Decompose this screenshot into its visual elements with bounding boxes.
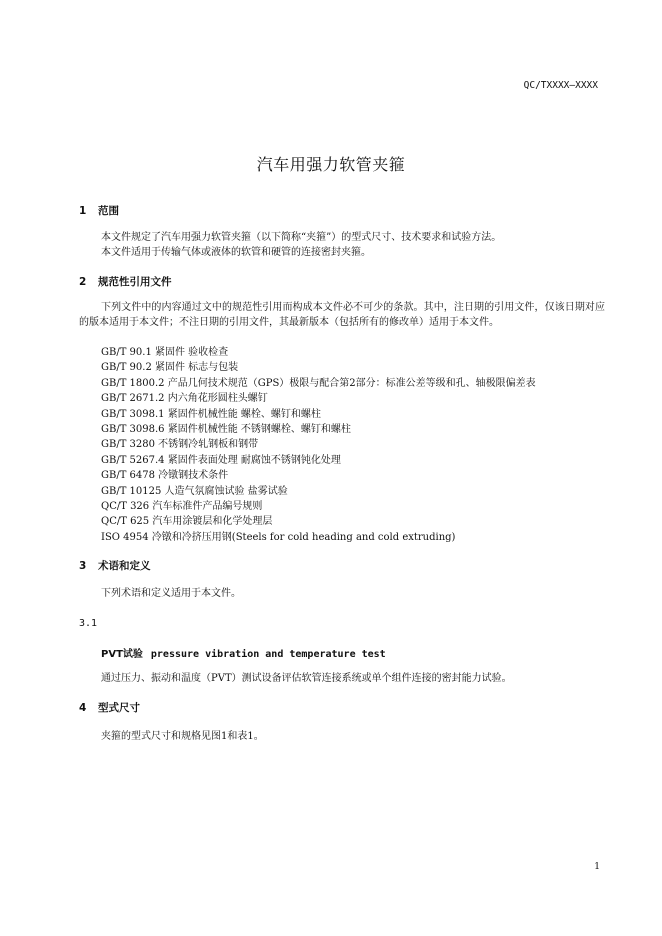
reference-item: GB/T 3280 不锈钢冷轧钢板和钢带 bbox=[101, 439, 259, 451]
reference-item: GB/T 1800.2 产品几何技术规范（GPS）极限与配合第2部分：标准公差等级和孔、轴极限偏差表 bbox=[101, 377, 536, 389]
reference-item: ISO 4954 冷镦和冷挤压用钢(Steels for cold heading and cold extruding) bbox=[101, 531, 456, 543]
section-number: 3 bbox=[79, 560, 87, 572]
reference-item: GB/T 3098.1 紧固件机械性能 螺栓、螺钉和螺柱 bbox=[101, 408, 321, 420]
page-title: 汽车用强力软管夹箍 bbox=[256, 155, 406, 174]
section-2-heading bbox=[79, 274, 172, 289]
section-4-heading bbox=[79, 700, 140, 715]
section-1-heading bbox=[79, 203, 119, 218]
document-code: QC/TXXXX—XXXX bbox=[523, 80, 598, 91]
term-entry bbox=[101, 645, 386, 660]
reference-item: GB/T 2671.2 内六角花形圆柱头螺钉 bbox=[101, 393, 268, 405]
section-number: 2 bbox=[79, 276, 87, 288]
term-definition: 通过压力、振动和温度（PVT）测试设备评估软管连接系统或单个组件连接的密封能力试验。 bbox=[101, 673, 512, 684]
reference-item: GB/T 10125 人造气氛腐蚀试验 盐雾试验 bbox=[101, 485, 288, 497]
reference-item: GB/T 90.2 紧固件 标志与包装 bbox=[101, 362, 239, 374]
subsection-number: 3.1 bbox=[79, 618, 98, 629]
reference-item: GB/T 5267.4 紧固件表面处理 耐腐蚀不锈钢钝化处理 bbox=[101, 454, 341, 466]
reference-item: GB/T 90.1 紧固件 验收检查 bbox=[101, 347, 229, 358]
term-en: pressure vibration and temperature test bbox=[150, 649, 386, 660]
section-title: 范围 bbox=[98, 205, 119, 217]
section-title: 规范性引用文件 bbox=[98, 276, 172, 288]
reference-item: QC/T 326 汽车标准件产品编号规则 bbox=[101, 500, 263, 512]
references-intro: 下列文件中的内容通过文中的规范性引用而构成本文件必不可少的条款。其中，注日期的引用文件，仅该日期对应的版本适用于本文件；不注日期的引用文件，其最新版本（包括所有的修改单）适用于本文件。 bbox=[79, 302, 605, 329]
section-title: 型式尺寸 bbox=[98, 702, 140, 714]
reference-list bbox=[101, 345, 536, 545]
reference-item: GB/T 3098.6 紧固件机械性能 不锈钢螺栓、螺钉和螺柱 bbox=[101, 423, 351, 435]
terms-intro: 下列术语和定义适用于本文件。 bbox=[101, 588, 241, 599]
term-zh: PVT试验 bbox=[101, 649, 143, 660]
section-title: 术语和定义 bbox=[98, 560, 151, 572]
page-number: 1 bbox=[594, 862, 600, 872]
reference-item: QC/T 625 汽车用涂镀层和化学处理层 bbox=[101, 516, 273, 528]
scope-paragraph-2: 本文件适用于传输气体或液体的软管和硬管的连接密封夹箍。 bbox=[101, 247, 371, 258]
section-number: 4 bbox=[79, 702, 87, 714]
reference-item: GB/T 6478 冷镦钢技术条件 bbox=[101, 470, 229, 482]
scope-paragraph-1: 本文件规定了汽车用强力软管夹箍（以下简称“夹箍”）的型式尺寸、技术要求和试验方法。 bbox=[101, 232, 502, 243]
section-3-heading bbox=[79, 558, 151, 573]
dimensions-paragraph: 夹箍的型式尺寸和规格见图1和表1。 bbox=[101, 731, 264, 742]
section-number: 1 bbox=[79, 205, 87, 217]
